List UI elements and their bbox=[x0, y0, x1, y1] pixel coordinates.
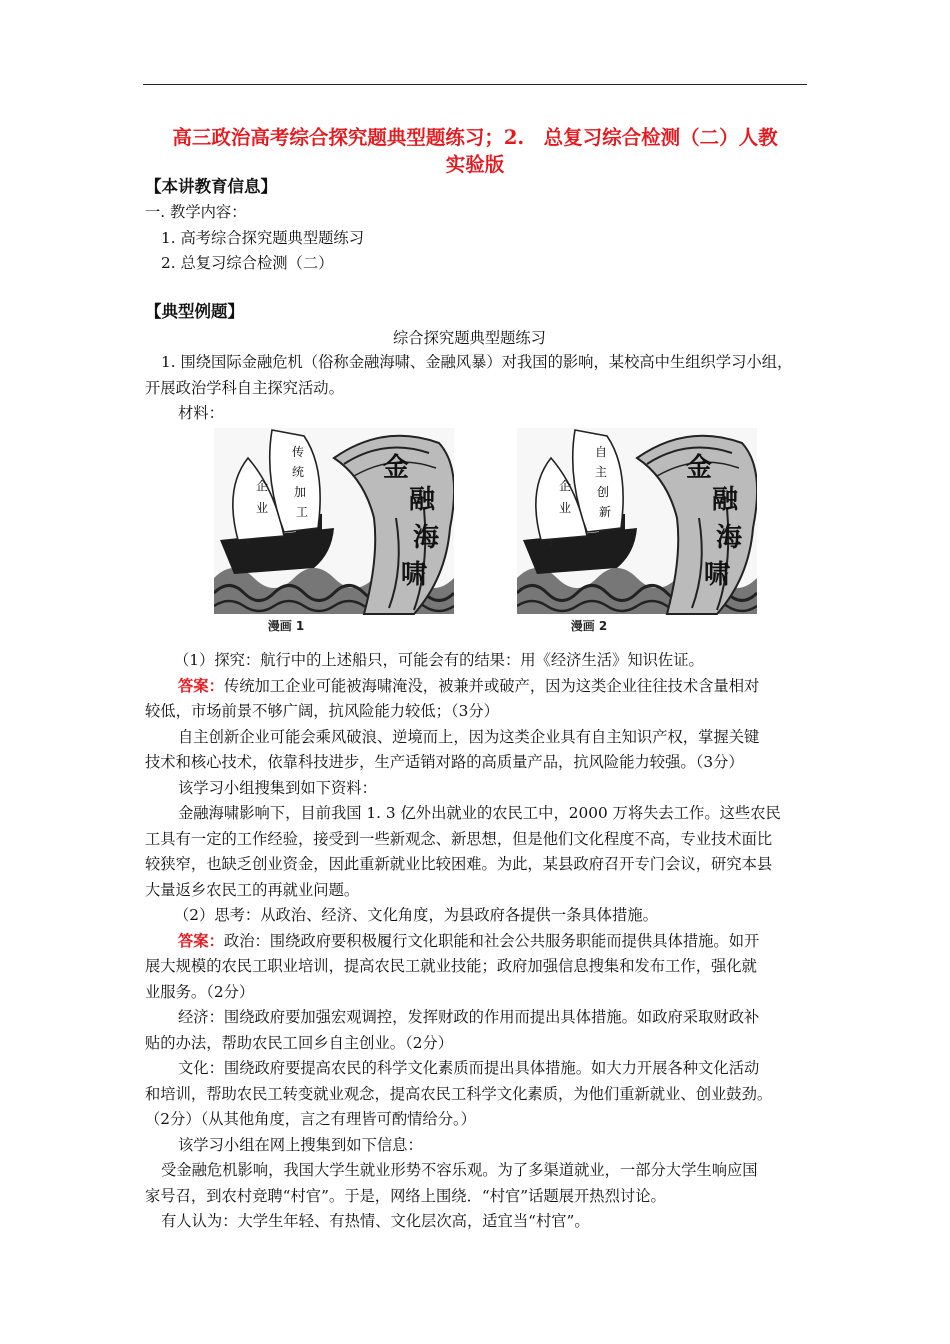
comic-2-illustration bbox=[517, 428, 757, 640]
comic-1-right-sail-char-4: 工 bbox=[295, 505, 309, 519]
material-1-line-2: 工具有一定的工作经验，接受到一些新观念、新思想，但是他们文化程度不高，专业技术面比 bbox=[145, 830, 773, 848]
comic-2-wave-char-4: 啸 bbox=[703, 560, 731, 590]
comic-1-left-sail-char-1: 企 bbox=[255, 479, 269, 493]
question-1-line-1: 1. 围绕国际金融危机（俗称金融海啸、金融风暴）对我国的影响，某校高中生组织学习小组， bbox=[161, 353, 793, 371]
teaching-content-label: 一. 教学内容： bbox=[145, 203, 247, 221]
comic-2-wave-char-3: 海 bbox=[715, 523, 743, 553]
answer-1-line-4: 技术和核心技术，依靠科技进步，生产适销对路的高质量产品，抗风险能力较强。（3分） bbox=[145, 753, 744, 771]
comic-2 bbox=[517, 428, 757, 640]
comic-1-wave-char-3: 海 bbox=[412, 523, 440, 553]
answer-2-line-5: 贴的办法，帮助农民工回乡自主创业。（2分） bbox=[145, 1034, 454, 1052]
question-1-part-1: （1）探究：航行中的上述船只，可能会有的结果：用《经济生活》知识佐证。 bbox=[174, 651, 704, 669]
comic-1-caption: 漫画 1 bbox=[267, 619, 305, 633]
answer-1-text: 传统加工企业可能被海啸淹没，被兼并或破产，因为这类企业往往技术含量相对 bbox=[223, 677, 760, 695]
material-1-line-3: 较狭窄，也缺乏创业资金，因此重新就业比较困难。为此，某县政府召开专门会议，研究本县 bbox=[145, 855, 773, 873]
comic-1-illustration bbox=[214, 428, 454, 640]
comic-1-wave-char-2: 融 bbox=[408, 485, 436, 515]
material-intro-2: 该学习小组在网上搜集到如下信息： bbox=[178, 1136, 423, 1154]
answer-1-line-3: 自主创新企业可能会乘风破浪、逆境而上，因为这类企业具有自主知识产权，掌握关键 bbox=[178, 728, 760, 746]
comic-1-wave-char-4: 啸 bbox=[400, 560, 428, 590]
examples-subtitle: 综合探究题典型题练习 bbox=[393, 329, 546, 347]
answer-2-line-4: 经济：围绕政府要加强宏观调控，发挥财政的作用而提出具体措施。如政府采取财政补 bbox=[178, 1008, 760, 1026]
comic-2-right-sail-char-2: 主 bbox=[594, 465, 608, 479]
material-2-line-3: 有人认为：大学生年轻、有热情、文化层次高，适宜当“村官”。 bbox=[161, 1212, 590, 1230]
comic-1 bbox=[214, 428, 454, 640]
material-2-line-2: 家号召，到农村竞聘“村官”。于是，网络上围绕．“村官”话题展开热烈讨论。 bbox=[145, 1187, 666, 1205]
material-intro-1: 该学习小组搜集到如下资料： bbox=[178, 779, 377, 797]
material-1-line-1: 金融海啸影响下，目前我国 1. 3 亿外出就业的农民工中，2000 万将失去工作。这些农民 bbox=[178, 804, 781, 822]
header-rule bbox=[143, 84, 807, 85]
comic-2-left-sail-char-1: 企 bbox=[558, 479, 572, 493]
comic-2-caption: 漫画 2 bbox=[570, 619, 608, 633]
comic-2-right-sail-char-1: 自 bbox=[594, 445, 608, 459]
answer-2-line-1 bbox=[178, 931, 759, 951]
answer-2-line-8: （2分）（从其他角度，言之有理皆可酌情给分。） bbox=[145, 1110, 476, 1128]
content-item-2: 2. 总复习综合检测（二） bbox=[161, 254, 334, 272]
comic-2-left-sail-char-2: 业 bbox=[558, 501, 572, 515]
question-1-part-2: （2）思考：从政治、经济、文化角度，为县政府各提供一条具体措施。 bbox=[174, 906, 658, 924]
comic-1-wave-char-1: 金 bbox=[382, 453, 410, 483]
answer-1-line-2: 较低，市场前景不够广阔，抗风险能力较低；（3分） bbox=[145, 702, 499, 720]
answer-1-label: 答案： bbox=[178, 677, 224, 695]
title-line-1: 高三政治高考综合探究题典型题练习；2. 总复习综合检测（二）人教 bbox=[172, 126, 778, 149]
material-1-line-4: 大量返乡农民工的再就业问题。 bbox=[145, 881, 360, 899]
comic-2-right-sail-char-3: 创 bbox=[596, 485, 610, 499]
section-heading-info: 【本讲教育信息】 bbox=[145, 177, 277, 196]
page-title bbox=[143, 124, 807, 178]
answer-1-line-1 bbox=[178, 676, 759, 696]
answer-2-line-7: 和培训，帮助农民工转变就业观念，提高农民工科学文化素质，为他们重新就业、创业鼓劲。 bbox=[145, 1085, 773, 1103]
content-item-1: 1. 高考综合探究题典型题练习 bbox=[161, 229, 365, 247]
answer-2-text: 政治：围绕政府要积极履行文化职能和社会公共服务职能而提供具体措施。如开 bbox=[223, 932, 760, 950]
answer-2-line-2: 展大规模的农民工职业培训，提高农民工就业技能；政府加强信息搜集和发布工作，强化就 bbox=[145, 957, 757, 975]
comic-1-right-sail-char-1: 传 bbox=[291, 445, 305, 459]
material-label: 材料： bbox=[178, 404, 224, 422]
question-1-line-2: 开展政治学科自主探究活动。 bbox=[145, 379, 344, 397]
comic-2-wave-char-2: 融 bbox=[711, 485, 739, 515]
answer-2-line-3: 业服务。（2分） bbox=[145, 983, 255, 1001]
comic-1-right-sail-char-3: 加 bbox=[293, 485, 307, 499]
answer-2-label: 答案： bbox=[178, 932, 224, 950]
comic-2-wave-char-1: 金 bbox=[685, 453, 713, 483]
title-line-2: 实验版 bbox=[445, 153, 505, 176]
comic-1-right-sail-char-2: 统 bbox=[291, 465, 305, 479]
comic-1-left-sail-char-2: 业 bbox=[255, 501, 269, 515]
material-2-line-1: 受金融危机影响，我国大学生就业形势不容乐观。为了多渠道就业，一部分大学生响应国 bbox=[161, 1161, 758, 1179]
section-heading-examples: 【典型例题】 bbox=[145, 302, 244, 321]
answer-2-line-6: 文化：围绕政府要提高农民的科学文化素质而提出具体措施。如大力开展各种文化活动 bbox=[178, 1059, 760, 1077]
comic-2-right-sail-char-4: 新 bbox=[598, 505, 612, 519]
